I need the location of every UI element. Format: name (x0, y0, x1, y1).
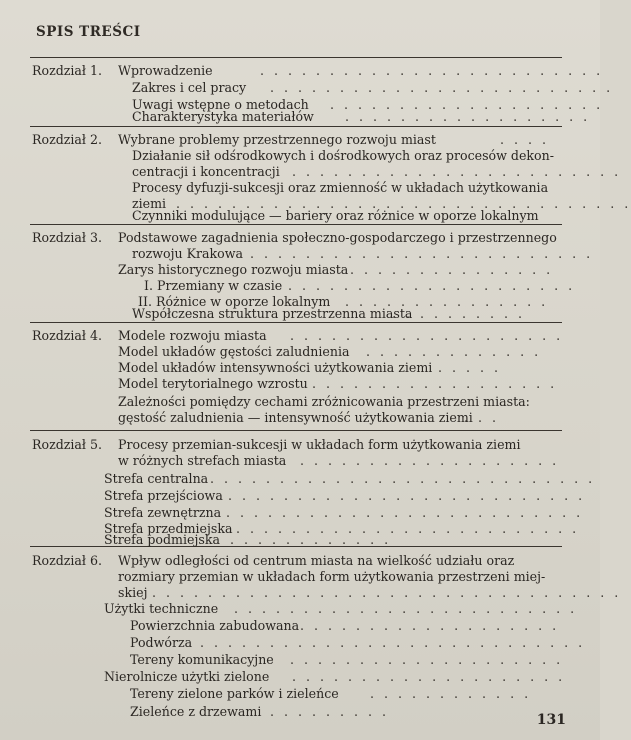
dot-leader: . . . . . . . . . . . . . . . . . . . . . . . . . (250, 246, 594, 261)
dot-leader: . . . . . . . . . . . . . . . . . . (345, 109, 591, 124)
dot-leader: . . . . . . . . . . . . . . . . . . . . . . . . . . . . (200, 635, 586, 650)
entry-title: Zieleńce z drzewami (130, 704, 262, 719)
dot-leader: . . . . . . . . . . . . . . . . . . . . . . . . . (234, 601, 578, 616)
dot-leader: . . . . . . . . . . . . . . . . . . . . . . . . (292, 164, 622, 179)
dot-leader: . . . . . . . . . . . . (230, 532, 392, 547)
entry-title: Model terytorialnego wzrostu (118, 376, 308, 391)
dot-leader: . . . . . . . . . . . . . . . . . . . . (330, 97, 604, 112)
entry-title: Wybrane problemy przestrzennego rozwoju miast (118, 132, 436, 147)
dot-leader: . . . . . . . . . . . . . . . . . . . . (292, 669, 566, 684)
entry-title: Strefa przedmiejska (104, 521, 233, 536)
dot-leader: . . . . . . . . . . . . . . . . . . . . . . . . . (270, 80, 614, 95)
divider (30, 57, 562, 58)
dot-leader: . . . . . . . . . . . . . . . (345, 294, 549, 309)
dot-leader: . . . . . . . . . . . . . (366, 344, 542, 359)
dot-leader: . . . . . . . . . . . . . . . . . . . . . . . . . . (228, 488, 586, 503)
dot-leader: . . . . . . . . . . . . . . . . . . . . . . . . . . . . . . . . . . (152, 585, 622, 600)
dot-leader: . . . . . . . . . . . . . . . . . . . . . (288, 278, 576, 293)
page-title: SPIS TREŚCI (36, 24, 141, 40)
chapter-label: Rozdział 1. (32, 63, 103, 78)
dot-leader: . . . . . . . . . (270, 704, 390, 719)
dot-leader: . . . . . . . . . . . . . . . . . . . . . . . . . (260, 63, 604, 78)
entry-title: w różnych strefach miasta (118, 453, 287, 468)
dot-leader: . . . . . . . . . . . . . . . . . . (312, 376, 558, 391)
entry-title: Zależności pomiędzy cechami zróżnicowania przestrzeni miasta: (118, 394, 530, 409)
dot-leader: . . . . . . . . . . . . . . . (350, 262, 554, 277)
dot-leader: . . . . . . . . . . (392, 306, 526, 321)
dot-leader: . . . . . . . . . . . . . . . . . . . . (290, 652, 564, 667)
entry-title: I. Przemiany w czasie (144, 278, 283, 293)
entry-title: centracji i koncentracji (132, 164, 280, 179)
chapter-label: Rozdział 2. (32, 132, 103, 147)
divider (30, 430, 562, 431)
entry-title: Użytki techniczne (104, 601, 219, 616)
entry-title: Strefa zewnętrzna (104, 505, 222, 520)
entry-title: Działanie sił odśrodkowych i dośrodkowych oraz procesów dekon- (132, 148, 554, 163)
entry-title: Model układów intensywności użytkowania ziemi (118, 360, 433, 375)
entry-title: ziemi (132, 196, 167, 211)
entry-title: Czynniki modulujące — bariery oraz różnice w oporze lokalnym (132, 208, 539, 223)
entry-title: gęstość zaludnienia — intensywność użytkowania ziemi (118, 410, 473, 425)
entry-title: Tereny zielone parków i zieleńce (130, 686, 339, 701)
entry-title: Modele rozwoju miasta (118, 328, 267, 343)
dot-leader: . . . . . . . . . . . . . . . . . . . . . . . . . . . . (210, 471, 596, 486)
dot-leader: . . . . . . . . . . . . (370, 686, 532, 701)
divider (30, 224, 562, 225)
entry-title: Procesy przemian-sukcesji w układach form użytkowania ziemi (118, 437, 521, 452)
entry-title: Zarys historycznego rozwoju miasta (118, 262, 349, 277)
divider (30, 126, 562, 127)
dot-leader: . . . . . (438, 360, 502, 375)
entry-title: Model układów gęstości zaludnienia (118, 344, 350, 359)
dot-leader: . . . . . . . . . . . . . . . . . . . . . . . . . (236, 521, 580, 536)
chapter-label: Rozdział 4. (32, 328, 103, 343)
entry-title: Uwagi wstępne o metodach (132, 97, 309, 112)
divider (30, 322, 562, 323)
dot-leader: . . . (464, 410, 500, 425)
entry-title: Tereny komunikacyjne (130, 652, 274, 667)
entry-title: Podstawowe zagadnienia społeczno-gospodarczego i przestrzennego (118, 230, 557, 245)
chapter-label: Rozdział 6. (32, 553, 103, 568)
dot-leader: . . . . . . . . . . . . . . . . . . . . . . . . . . . . . . . . . (176, 196, 631, 211)
dot-leader: . . . . (500, 132, 550, 147)
dot-leader: . . . . . . . . . . . . . . . . . . . . . . . . . . (226, 505, 584, 520)
entry-title: II. Różnice w oporze lokalnym (138, 294, 331, 309)
entry-title: rozmiary przemian w układach form użytkowania przestrzeni miej- (118, 569, 546, 584)
entry-title: Procesy dyfuzji-sukcesji oraz zmienność w układach użytkowania (132, 180, 549, 195)
entry-title: Powierzchnia zabudowana (130, 618, 300, 633)
entry-title: Strefa podmiejska (104, 532, 220, 547)
chapter-label: Rozdział 3. (32, 230, 103, 245)
entry-title: Współczesna struktura przestrzenna miasta (132, 306, 413, 321)
entry-title: Strefa przejściowa (104, 488, 223, 503)
entry-title: Strefa centralna (104, 471, 209, 486)
dot-leader: . . . . . . . . . . . . . . . . . . . . (290, 328, 564, 343)
entry-title: skiej (118, 585, 148, 600)
entry-title: Zakres i cel pracy (132, 80, 247, 95)
entry-title: Podwórza (130, 635, 193, 650)
entry-title: Nierolnicze użytki zielone (104, 669, 270, 684)
entry-title: rozwoju Krakowa (132, 246, 244, 261)
entry-title: Wpływ odległości od centrum miasta na wielkość udziału oraz (118, 553, 515, 568)
dot-leader: . . . . . . . . . . . . . . . . . . . (300, 618, 560, 633)
entry-title: Charakterystyka materiałów (132, 109, 314, 124)
chapter-label: Rozdział 5. (32, 437, 103, 452)
dot-leader: . . . . . . . . . . . . . . . . . . . (300, 453, 560, 468)
entry-title: Wprowadzenie (118, 63, 213, 78)
page-number: 131 (536, 712, 566, 728)
